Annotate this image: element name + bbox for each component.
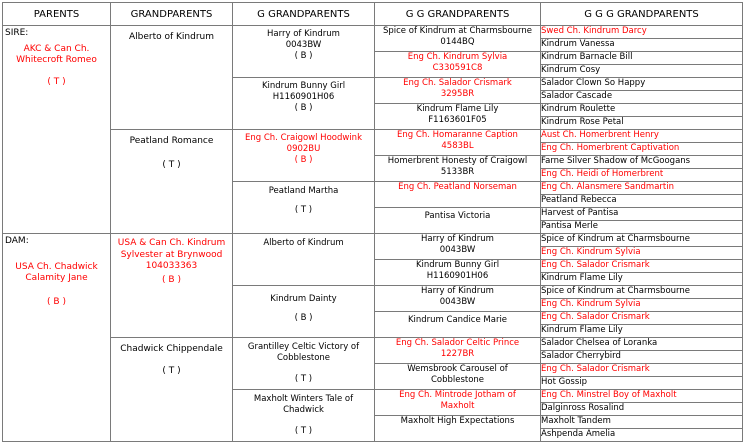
g3-15: Harvest of Pantisa <box>541 208 743 221</box>
ggp-alberto-of-kindrum <box>233 234 375 286</box>
dam-label: DAM: <box>5 236 29 246</box>
g3-7: Kindrum Roulette <box>541 104 743 117</box>
gggp-15-reg: Maxholt <box>440 401 475 412</box>
ggp-maxholt-winters-tale <box>233 390 375 442</box>
g3-21: Spice of Kindrum at Charmsbourne <box>541 286 743 299</box>
gp3-line1: USA & Can Ch. Kindrum <box>117 238 226 248</box>
gggp-6 <box>375 156 541 182</box>
header-g-grandparents: G GRANDPARENTS <box>233 3 375 26</box>
gggp-6-reg: 5133BR <box>440 167 475 178</box>
gp-chadwick-chippendale <box>111 338 233 442</box>
g3-5: Salador Clown So Happy <box>541 78 743 91</box>
gggp-16-name: Maxholt High Expectations <box>400 416 515 426</box>
g3-24: Kindrum Flame Lily <box>541 325 743 338</box>
gggp-13 <box>375 338 541 364</box>
g3-16: Pantisa Merle <box>541 221 743 234</box>
ggp3-color: ( B ) <box>294 155 313 166</box>
gggp-5-reg: 4583BL <box>441 141 474 152</box>
ggp7-color: ( T ) <box>294 374 313 385</box>
gggp-5 <box>375 130 541 156</box>
gggp-10-name: Kindrum Bunny Girl <box>415 260 500 270</box>
gp-kindrum-sylvester <box>111 234 233 338</box>
ggp2-reg: H1160901H06 <box>272 92 335 103</box>
gggp-16 <box>375 416 541 442</box>
gggp-11 <box>375 286 541 312</box>
ggp3-name: Eng Ch. Craigowl Hoodwink <box>244 133 362 143</box>
g3-6: Salador Cascade <box>541 91 743 104</box>
ggp1-reg: 0043BW <box>285 40 322 51</box>
gggp-11-name: Harry of Kindrum <box>421 286 494 296</box>
sire-label: SIRE: <box>5 28 29 38</box>
g3-10: Eng Ch. Homerbrent Captivation <box>541 143 743 156</box>
g3-17: Spice of Kindrum at Charmsbourne <box>541 234 743 247</box>
gp4-color: ( T ) <box>162 365 181 376</box>
sire-cell <box>3 26 111 234</box>
gggp-2-name: Eng Ch. Kindrum Sylvia <box>407 52 508 62</box>
sire-color: ( T ) <box>47 77 66 88</box>
gggp-2-reg: C330591C8 <box>432 63 483 74</box>
ggp-kindrum-dainty <box>233 286 375 338</box>
sire-name-line1: AKC & Can Ch. <box>23 43 90 54</box>
g3-3: Kindrum Barnacle Bill <box>541 52 743 65</box>
gggp-7-name: Eng Ch. Peatland Norseman <box>398 182 517 192</box>
g3-8: Kindrum Rose Petal <box>541 117 743 130</box>
header-grandparents: GRANDPARENTS <box>111 3 233 26</box>
ggp-grantilley-celtic-victory <box>233 338 375 390</box>
g3-23: Eng Ch. Salador Crismark <box>541 312 743 325</box>
ggp1-name: Harry of Kindrum <box>267 29 340 39</box>
ggp-kindrum-bunny-girl <box>233 78 375 130</box>
ggp8-color: ( T ) <box>294 426 313 437</box>
gp3-line3: 104033363 <box>145 261 198 272</box>
g3-20: Kindrum Flame Lily <box>541 273 743 286</box>
gggp-1-reg: 0144BQ <box>440 37 475 48</box>
ggp6-name: Kindrum Dainty <box>270 294 337 304</box>
g3-25: Salador Chelsea of Loranka <box>541 338 743 351</box>
gp2-name: Peatland Romance <box>129 136 214 146</box>
gggp-9-reg: 0043BW <box>439 245 476 256</box>
gggp-12-name: Kindrum Candice Marie <box>407 315 508 325</box>
ggp4-color: ( T ) <box>294 205 313 216</box>
ggp2-name: Kindrum Bunny Girl <box>261 81 346 91</box>
pedigree-table <box>2 2 743 442</box>
ggp4-name: Peatland Martha <box>268 186 339 196</box>
gggp-9 <box>375 234 541 260</box>
gggp-3-reg: 3295BR <box>440 89 475 100</box>
gp3-color: ( B ) <box>162 275 181 286</box>
gggp-3 <box>375 78 541 104</box>
g3-9: Aust Ch. Homerbrent Henry <box>541 130 743 143</box>
gggp-9-name: Harry of Kindrum <box>421 234 494 244</box>
dam-cell <box>3 234 111 442</box>
g3-22: Eng Ch. Kindrum Sylvia <box>541 299 743 312</box>
gggp-4-name: Kindrum Flame Lily <box>416 104 499 114</box>
g3-1: Swed Ch. Kindrum Darcy <box>541 26 743 39</box>
g3-2: Kindrum Vanessa <box>541 39 743 52</box>
gp3-line2: Sylvester at Brynwood <box>120 249 223 260</box>
ggp8-line2: Chadwick <box>283 405 324 416</box>
sire-name-line2: Whitecroft Romeo <box>16 55 97 66</box>
gggp-1 <box>375 26 541 52</box>
g3-27: Eng Ch. Salador Crismark <box>541 364 743 377</box>
g3-32: Ashpenda Amelia <box>541 429 743 442</box>
g3-4: Kindrum Cosy <box>541 65 743 78</box>
ggp-harry-of-kindrum <box>233 26 375 78</box>
ggp-peatland-martha <box>233 182 375 234</box>
ggp3-reg: 0902BU <box>286 144 321 155</box>
dam-name-line2: Calamity Jane <box>25 273 88 284</box>
ggp2-color: ( B ) <box>294 103 313 114</box>
gggp-15-name: Eng Ch. Mintrode Jotham of <box>399 390 516 400</box>
gggp-14 <box>375 364 541 390</box>
g3-13: Eng Ch. Alansmere Sandmartin <box>541 182 743 195</box>
dam-color: ( B ) <box>47 297 66 308</box>
ggp7-line1: Grantilley Celtic Victory of <box>247 342 360 352</box>
gggp-10 <box>375 260 541 286</box>
gggp-13-reg: 1227BR <box>440 349 475 360</box>
gggp-13-name: Eng Ch. Salador Celtic Prince <box>395 338 520 348</box>
ggp5-name: Alberto of Kindrum <box>263 238 344 248</box>
gggp-11-reg: 0043BW <box>439 297 476 308</box>
g3-29: Eng Ch. Minstrel Boy of Maxholt <box>541 390 743 403</box>
gggp-7 <box>375 182 541 208</box>
ggp7-line2: Cobblestone <box>276 353 331 364</box>
gp1-name: Alberto of Kindrum <box>128 32 215 42</box>
ggp-craigowl-hoodwink <box>233 130 375 182</box>
gggp-8 <box>375 208 541 234</box>
ggp1-color: ( B ) <box>294 51 313 62</box>
gp-peatland-romance <box>111 130 233 234</box>
header-row <box>3 3 743 26</box>
gggp-5-name: Eng Ch. Homaranne Caption <box>397 130 518 140</box>
g3-28: Hot Gossip <box>541 377 743 390</box>
header-ggg-grandparents: G G G GRANDPARENTS <box>541 3 743 26</box>
ggp8-line1: Maxholt Winters Tale of <box>253 394 354 404</box>
gggp-10-reg: H1160901H06 <box>426 271 489 282</box>
g3-12: Eng Ch. Heidi of Homerbrent <box>541 169 743 182</box>
gggp-12 <box>375 312 541 338</box>
gggp-4 <box>375 104 541 130</box>
g3-14: Peatland Rebecca <box>541 195 743 208</box>
g3-11: Farne Silver Shadow of McGoogans <box>541 156 743 169</box>
g3-30: Dalginross Rosalind <box>541 403 743 416</box>
gggp-6-name: Homerbrent Honesty of Craigowl <box>387 156 528 166</box>
gggp-14-name: Wemsbrook Carousel of <box>407 364 508 374</box>
header-gg-grandparents: G G GRANDPARENTS <box>375 3 541 26</box>
gggp-1-name: Spice of Kindrum at Charmsbourne <box>382 26 532 36</box>
g3-18: Eng Ch. Kindrum Sylvia <box>541 247 743 260</box>
gp2-color: ( T ) <box>162 159 181 170</box>
header-parents: PARENTS <box>3 3 111 26</box>
gggp-3-name: Eng Ch. Salador Crismark <box>403 78 512 88</box>
g3-26: Salador Cherrybird <box>541 351 743 364</box>
dam-name-line1: USA Ch. Chadwick <box>15 261 98 272</box>
ggp6-color: ( B ) <box>294 313 313 324</box>
gggp-14-reg: Cobblestone <box>430 375 485 386</box>
g3-31: Maxholt Tandem <box>541 416 743 429</box>
gggp-8-name: Pantisa Victoria <box>424 211 491 221</box>
gggp-15 <box>375 390 541 416</box>
g3-19: Eng Ch. Salador Crismark <box>541 260 743 273</box>
gggp-2 <box>375 52 541 78</box>
gggp-4-reg: F1163601F05 <box>428 115 487 126</box>
gp-alberto-of-kindrum <box>111 26 233 130</box>
gp4-name: Chadwick Chippendale <box>120 344 223 354</box>
